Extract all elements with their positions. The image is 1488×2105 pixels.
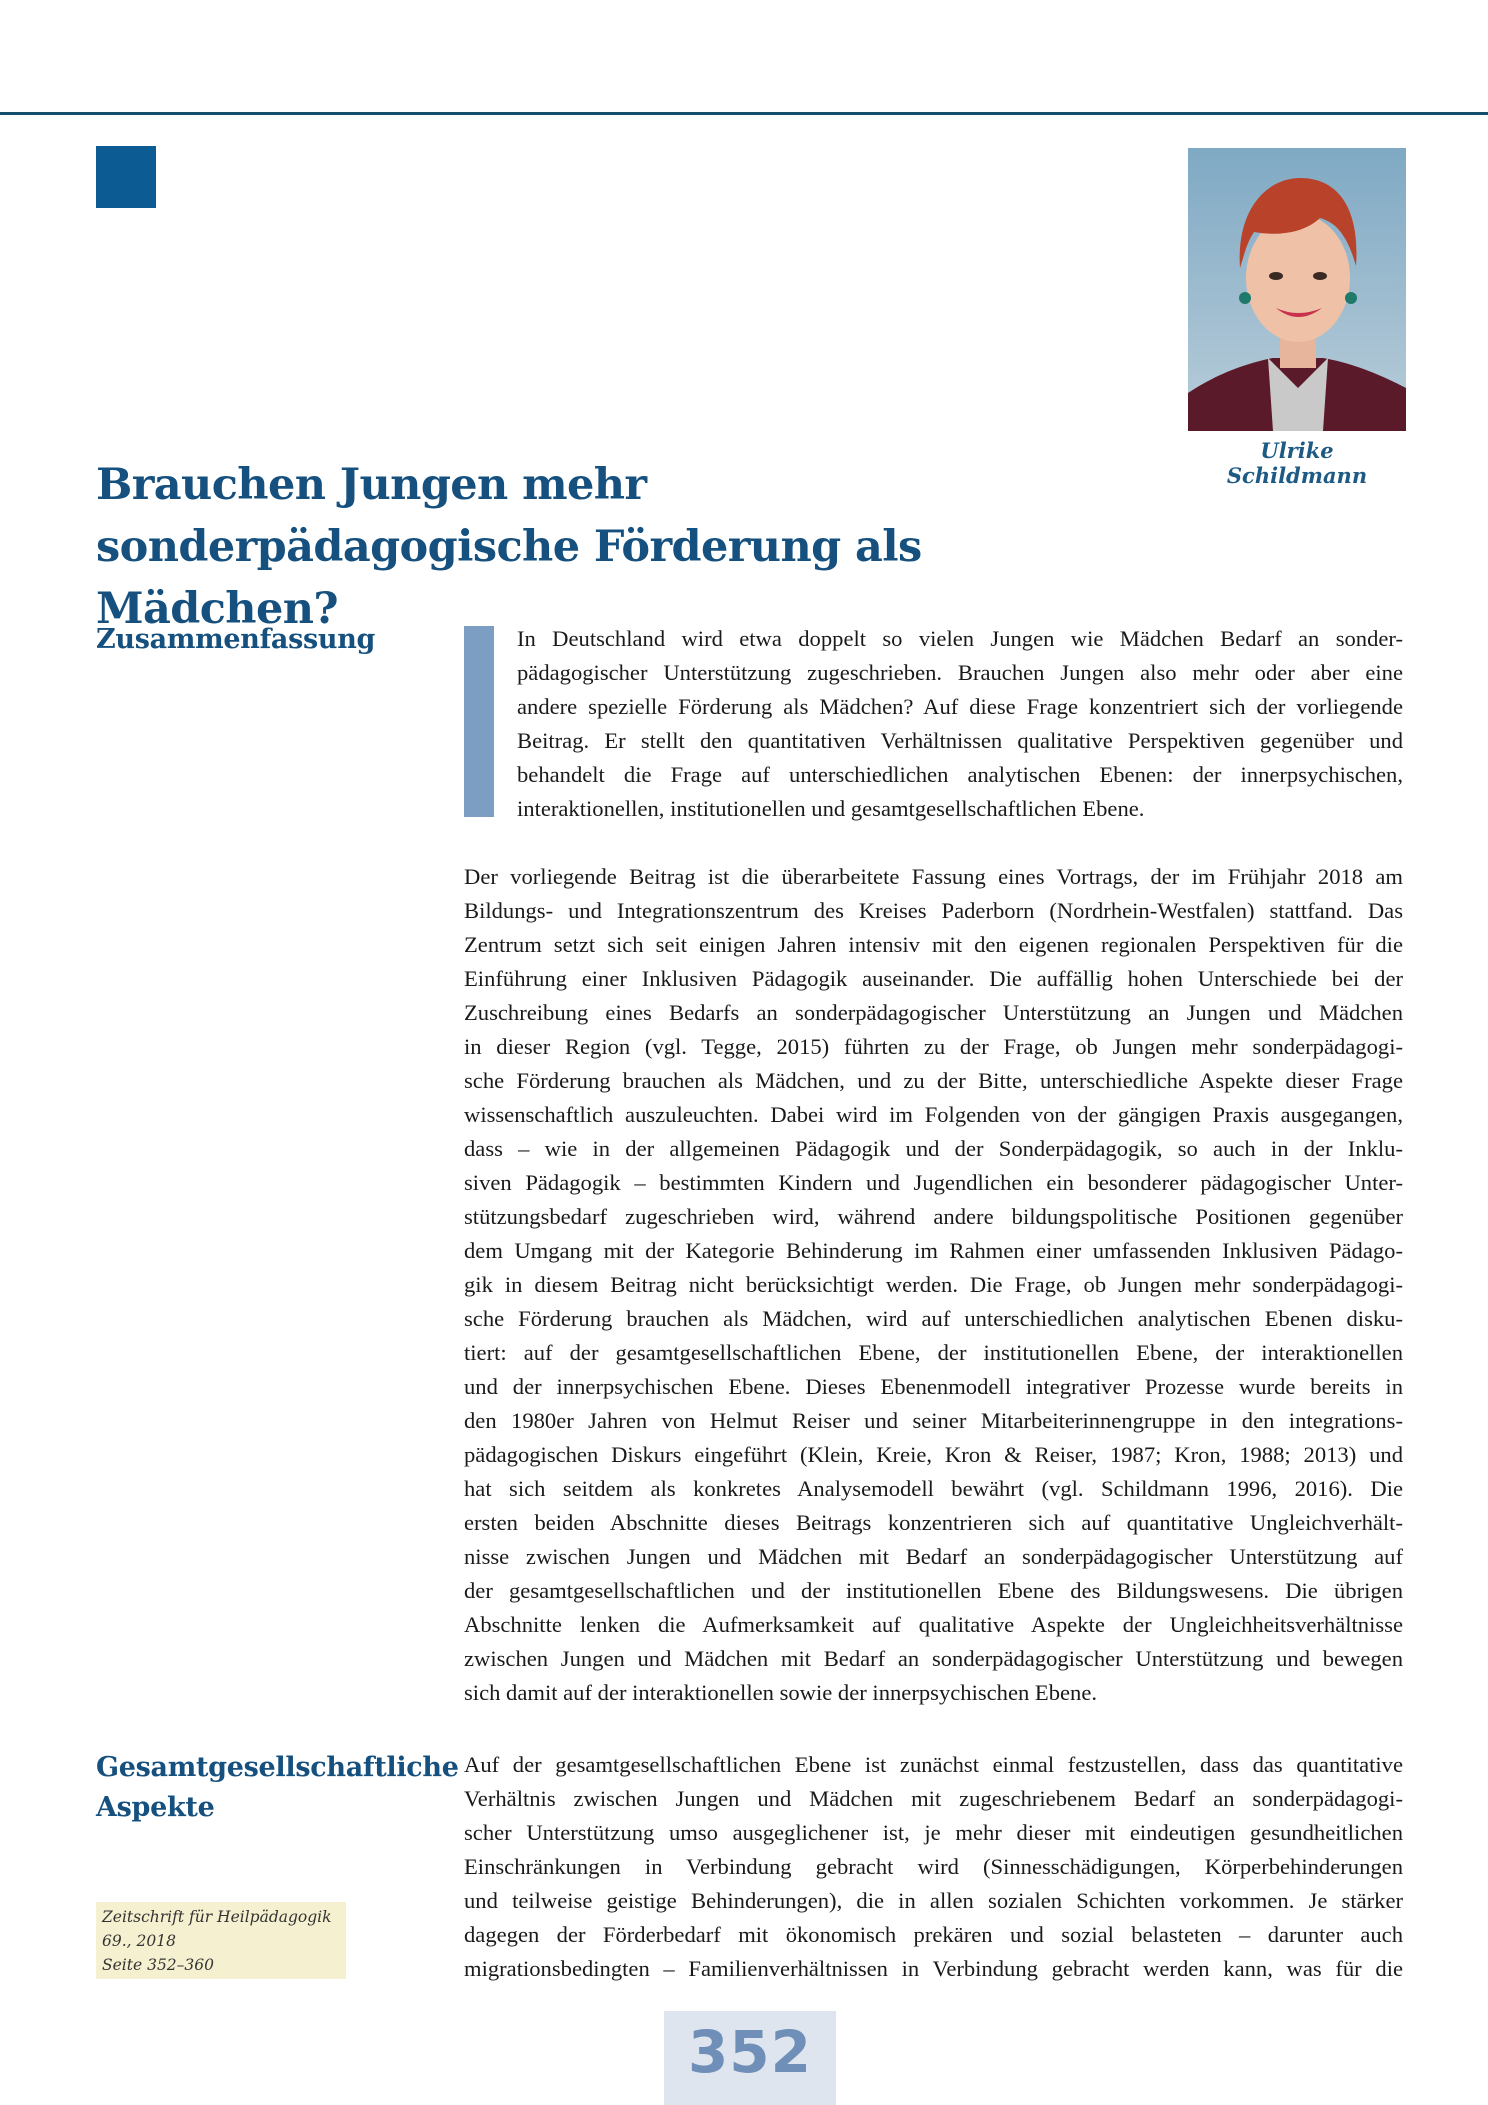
abstract-line: pädagogischer Unterstützung zugeschrieben. Brauchen Jungen also mehr oder aber eine xyxy=(517,660,1403,685)
body-line: Auf der gesamtgesellschaftlichen Ebene ist zunächst einmal festzustellen, dass das quantitative xyxy=(464,1752,1403,1777)
body-line: hat sich seitdem als konkretes Analysemodell bewährt (vgl. Schildmann 1996, 2016). Die xyxy=(464,1476,1403,1501)
top-rule xyxy=(0,112,1488,115)
body-line: und der innerpsychischen Ebene. Dieses Ebenenmodell integrativer Prozesse wurde bereits in xyxy=(464,1374,1403,1399)
citation-box xyxy=(96,1902,346,1979)
author-name: Ulrike Schildmann xyxy=(1226,438,1368,488)
body-line: Bildungs- und Integrationszentrum des Kreises Paderborn (Nordrhein-Westfalen) stattfand. Das xyxy=(464,898,1403,923)
body-line: Verhältnis zwischen Jungen und Mädchen mit zugeschriebenem Bedarf an sonderpädagogi- xyxy=(464,1786,1403,1811)
citation-pages: Seite 352–360 xyxy=(102,1956,214,1974)
body-line: in dieser Region (vgl. Tegge, 2015) führten zu der Frage, ob Jungen mehr sonderpädagogi- xyxy=(464,1034,1403,1059)
body-line: sche Förderung brauchen als Mädchen, und zu der Bitte, unterschiedliche Aspekte dieser Frage xyxy=(464,1068,1403,1093)
body-line: siven Pädagogik – bestimmten Kindern und Jugendlichen ein besonderer pädagogischer Unter- xyxy=(464,1170,1403,1195)
abstract-line: behandelt die Frage auf unterschiedlichen analytischen Ebenen: der innerpsychischen, xyxy=(517,762,1403,787)
body-line: sich damit auf der interaktionellen sowie der innerpsychischen Ebene. xyxy=(464,1680,1098,1705)
body-line: migrationsbedingten – Familienverhältnissen in Verbindung gebracht werden kann, was für die xyxy=(464,1956,1403,1981)
body-line: nisse zwischen Jungen und Mädchen mit Bedarf an sonderpädagogischer Unterstützung auf xyxy=(464,1544,1403,1569)
abstract xyxy=(517,622,1403,826)
abstract-line: In Deutschland wird etwa doppelt so vielen Jungen wie Mädchen Bedarf an sonder- xyxy=(517,626,1403,651)
page-number-box xyxy=(664,2011,836,2105)
abstract-bar xyxy=(464,626,494,817)
society-heading xyxy=(96,1748,459,1828)
body-line: der gesamtgesellschaftlichen und der institutionellen Ebene des Bildungswesens. Die übrigen xyxy=(464,1578,1403,1603)
society-paragraph xyxy=(464,1748,1403,1986)
body-line: dass – wie in der allgemeinen Pädagogik und der Sonderpädagogik, so auch in der Inklu- xyxy=(464,1136,1403,1161)
body-line: Der vorliegende Beitrag ist die überarbeitete Fassung eines Vortrags, der im Frühjahr 2018 am xyxy=(464,864,1403,889)
society-heading-line: Aspekte xyxy=(96,1792,215,1823)
author-portrait-icon xyxy=(1188,148,1406,431)
summary-heading: Zusammenfassung xyxy=(96,624,376,655)
abstract-line: Beitrag. Er stellt den quantitativen Verhältnissen qualitative Perspektiven gegenüber und xyxy=(517,728,1403,753)
body-line: scher Unterstützung umso ausgeglichener ist, je mehr dieser mit eindeutigen gesundheitlichen xyxy=(464,1820,1403,1845)
body-line: ersten beiden Abschnitte dieses Beitrags konzentrieren sich auf quantitative Ungleichverhält- xyxy=(464,1510,1403,1535)
abstract-line: andere spezielle Förderung als Mädchen? Auf diese Frage konzentriert sich der vorliegende xyxy=(517,694,1403,719)
body-line: den 1980er Jahren von Helmut Reiser und seiner Mitarbeiterinnengruppe in den integrations- xyxy=(464,1408,1403,1433)
body-line: zwischen Jungen und Mädchen mit Bedarf an sonderpädagogischer Unterstützung und bewegen xyxy=(464,1646,1403,1671)
society-heading-line: Gesamtgesellschaftliche xyxy=(96,1752,459,1783)
article-title xyxy=(96,454,1156,640)
title-line: sonderpädagogische Förderung als Mädchen? xyxy=(96,522,922,634)
author-photo xyxy=(1188,148,1406,431)
corner-square xyxy=(96,146,156,208)
body-line: tiert: auf der gesamtgesellschaftlichen Ebene, der institutionellen Ebene, der interaktionellen xyxy=(464,1340,1403,1365)
body-line: gik in diesem Beitrag nicht berücksichtigt werden. Die Frage, ob Jungen mehr sonderpädagogi- xyxy=(464,1272,1403,1297)
body-line: Einschränkungen in Verbindung gebracht wird (Sinnesschädigungen, Körperbehinderungen xyxy=(464,1854,1403,1879)
body-line: Abschnitte lenken die Aufmerksamkeit auf qualitative Aspekte der Ungleichheitsverhältnisse xyxy=(464,1612,1403,1637)
abstract-line: interaktionellen, institutionellen und gesamtgesellschaftlichen Ebene. xyxy=(517,796,1145,821)
body-line: dem Umgang mit der Kategorie Behinderung im Rahmen einer umfassenden Inklusiven Pädago- xyxy=(464,1238,1403,1263)
body-line: Zentrum setzt sich seit einigen Jahren intensiv mit den eigenen regionalen Perspektiven für die xyxy=(464,932,1403,957)
body-line: dagegen der Förderbedarf mit ökonomisch prekären und sozial belasteten – darunter auch xyxy=(464,1922,1403,1947)
body-line: wissenschaftlich auszuleuchten. Dabei wird im Folgenden von der gängigen Praxis ausgegangen, xyxy=(464,1102,1403,1127)
body-line: stützungsbedarf zugeschrieben wird, während andere bildungspolitische Positionen gegenüber xyxy=(464,1204,1403,1229)
body-line: pädagogischen Diskurs eingeführt (Klein, Kreie, Kron & Reiser, 1987; Kron, 1988; 2013) und xyxy=(464,1442,1403,1467)
body-line: Zuschreibung eines Bedarfs an sonderpädagogischer Unterstützung an Jungen und Mädchen xyxy=(464,1000,1403,1025)
citation-journal: Zeitschrift für Heilpädagogik xyxy=(102,1908,332,1926)
body-line: sche Förderung brauchen als Mädchen, wird auf unterschiedlichen analytischen Ebenen disku- xyxy=(464,1306,1403,1331)
citation-volume: 69., 2018 xyxy=(102,1932,176,1950)
page-number: 352 xyxy=(687,2018,813,2086)
body-line: und teilweise geistige Behinderungen), die in allen sozialen Schichten vorkommen. Je stärker xyxy=(464,1888,1403,1913)
intro-paragraph xyxy=(464,860,1403,1710)
title-line: Brauchen Jungen mehr xyxy=(96,460,647,510)
body-line: Einführung einer Inklusiven Pädagogik auseinander. Die auffällig hohen Unterschiede bei der xyxy=(464,966,1403,991)
